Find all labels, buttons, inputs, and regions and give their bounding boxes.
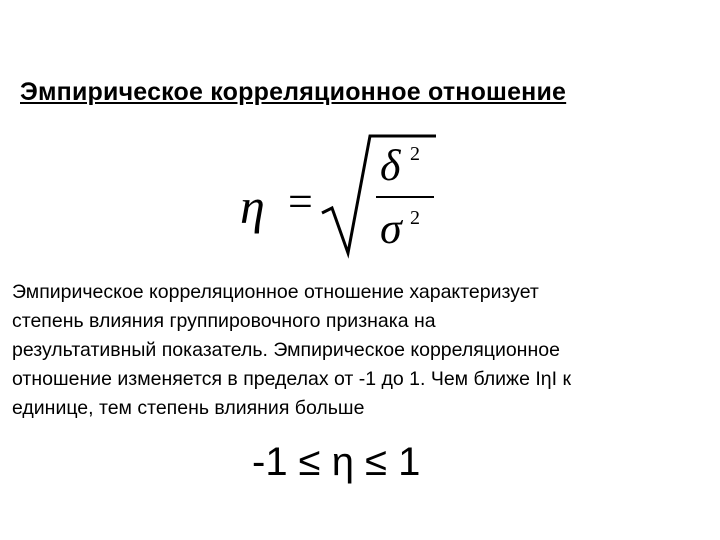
formula-delta: δ — [380, 141, 401, 190]
description-paragraph — [12, 278, 712, 423]
formula-sigma: σ — [380, 204, 402, 253]
formula-eta: η — [240, 178, 265, 234]
description-line: Эмпирическое корреляционное отношение характеризует — [12, 281, 539, 303]
formula-delta-exp: 2 — [410, 143, 420, 165]
description-line: результативный показатель. Эмпирическое корреляционное — [12, 339, 560, 361]
formula-equals: = — [288, 177, 313, 226]
description-line: единице, тем степень влияния больше — [12, 397, 365, 419]
eta-range-inequality: -1 ≤ η ≤ 1 — [252, 440, 421, 484]
slide-title: Эмпирическое корреляционное отношение — [20, 78, 567, 106]
eta-formula — [240, 128, 460, 258]
description-line: отношение изменяется в пределах от -1 до 1. Чем ближе IηI к — [12, 368, 571, 390]
description-line: степень влияния группировочного признака на — [12, 310, 436, 332]
formula-svg — [240, 128, 460, 258]
formula-sigma-exp: 2 — [410, 207, 420, 229]
